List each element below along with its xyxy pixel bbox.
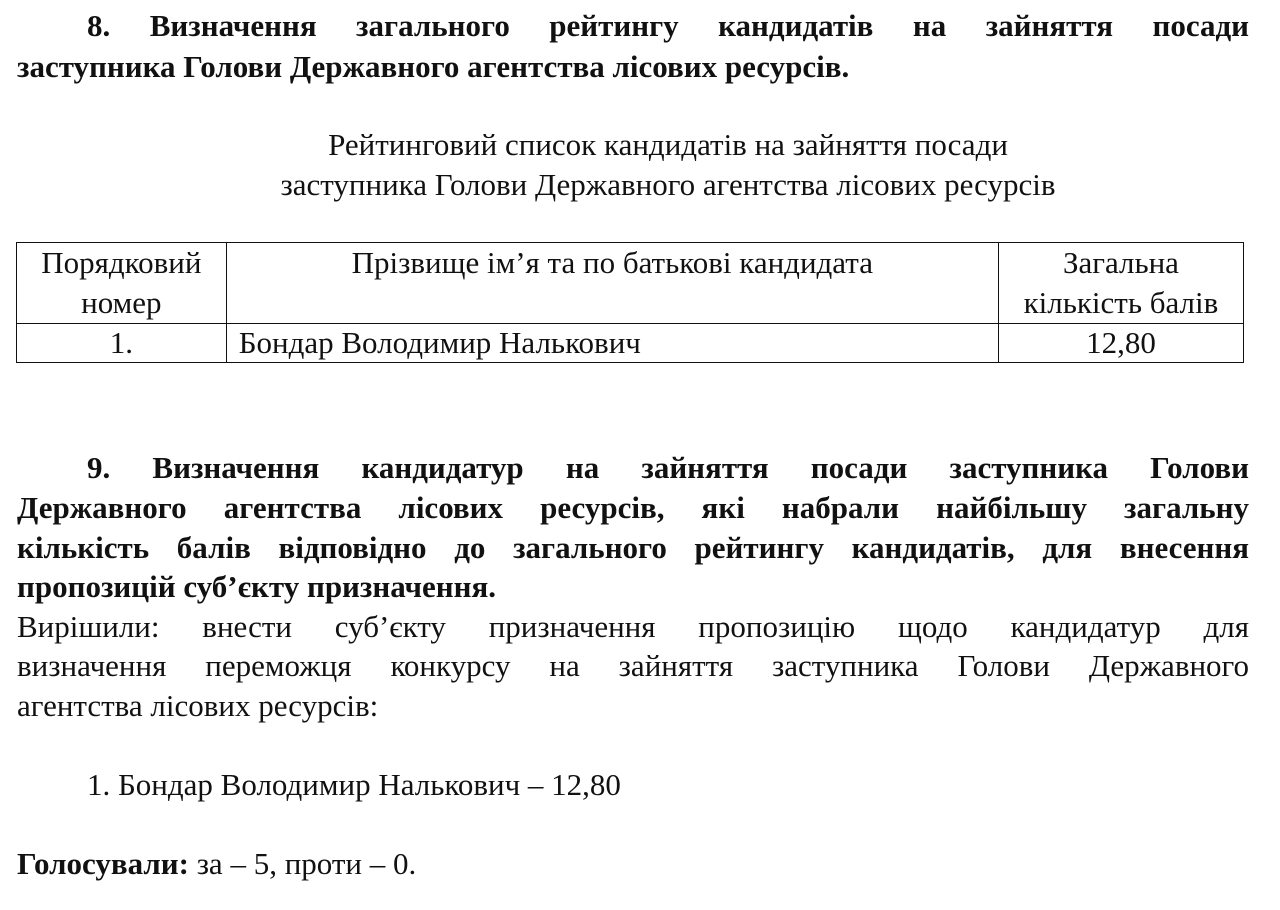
section-9-heading-line-3: кількість балів відповідно до загального рейтингу кандидатів, для внесення <box>17 530 1249 565</box>
section-9-number: 9. <box>87 450 111 485</box>
table-header-row <box>17 243 1244 324</box>
header-candidate-name <box>226 243 998 324</box>
voting-result <box>17 844 416 884</box>
header-order-number-line-2: номер <box>81 285 162 320</box>
section-9-heading-line-2: Державного агентства лісових ресурсів, які набрали найбільшу загальну <box>17 490 1249 525</box>
rating-table <box>16 242 1244 363</box>
header-total-score-line-1: Загальна <box>1062 245 1179 280</box>
header-candidate-name-text: Прізвище ім’я та по батькові кандидата <box>351 245 873 280</box>
voting-values: за – 5, проти – 0. <box>196 846 417 881</box>
section-8-title-part-1: Визначення загального рейтингу кандидатів на зайняття посади <box>149 8 1250 43</box>
section-8-heading-line-1 <box>17 6 1249 46</box>
header-order-number <box>17 243 227 324</box>
section-9-heading-line-4: пропозицій суб’єкту призначення. <box>17 569 496 604</box>
header-total-score-line-2: кількість балів <box>1023 285 1219 320</box>
header-order-number-line-1: Порядковий <box>41 245 202 280</box>
section-8-number: 8. <box>87 8 111 43</box>
decision-line-2: визначення переможця конкурсу на зайняття заступника Голови Державного <box>17 648 1249 683</box>
section-8-heading-line-2: заступника Голови Державного агентства лісових ресурсів. <box>17 49 850 84</box>
section-9-heading-line-1 <box>17 448 1249 488</box>
decision-line-1: Вирішили: внести суб’єкту призначення пропозицію щодо кандидатур для <box>17 609 1249 644</box>
row-number: 1. <box>17 324 227 363</box>
section-9-title-part-1: Визначення кандидатур на зайняття посади заступника Голови <box>152 450 1249 485</box>
row-total-score: 12,80 <box>998 324 1243 363</box>
decision-line-3: агентства лісових ресурсів: <box>17 688 379 723</box>
candidate-list-item: 1. Бондар Володимир Налькович – 12,80 <box>87 767 621 802</box>
header-total-score <box>998 243 1243 324</box>
table-row <box>17 324 1244 363</box>
rating-list-title-line-1: Рейтинговий список кандидатів на зайняття посади <box>328 127 1008 162</box>
rating-list-title-line-2: заступника Голови Державного агентства лісових ресурсів <box>280 167 1056 202</box>
voting-label: Голосували: <box>17 846 189 881</box>
row-candidate-name: Бондар Володимир Налькович <box>226 324 998 363</box>
